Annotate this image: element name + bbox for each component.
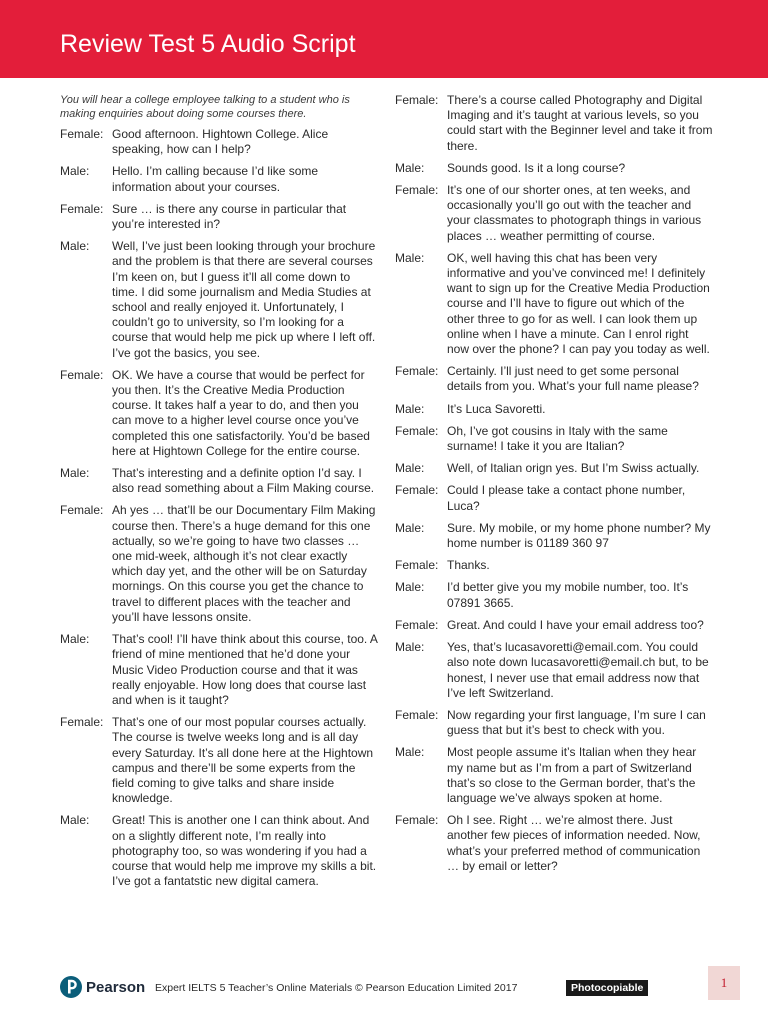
dialogue-line: It’s Luca Savoretti. [447, 401, 546, 416]
dialogue-line: That’s one of our most popular courses actually. The course is twelve weeks long and is all day every Saturday. It’s all done here at the Hightown campus and there’ll be some experts from the field coming to give talks and share inside knowledge. [112, 715, 374, 806]
speaker-label: Male: [60, 813, 90, 828]
dialogue-line: Well, I’ve just been looking through your brochure and the problem is that there are several courses I’m keen on, but I guess it’ll all come down to time. I did some journalism and Media Studies at school and really enjoyed it. Unfortunately, I couldn’t go to university, so I’m looking for a course that would help me pick up where I left off. I’ve got the basics, you see. [112, 239, 376, 360]
dialogue-turn [60, 466, 378, 496]
dialogue-turn [395, 558, 713, 573]
dialogue-turn [395, 580, 713, 610]
dialogue-line: Thanks. [447, 558, 490, 573]
dialogue-turn [395, 93, 713, 154]
speaker-label: Female: [60, 127, 104, 141]
speaker-label: Female: [60, 201, 104, 216]
left-dialogue [60, 127, 378, 889]
right-column [395, 93, 713, 881]
dialogue-turn [395, 402, 713, 417]
speaker-label: Male: [395, 640, 425, 655]
speaker-label: Male: [60, 164, 90, 179]
dialogue-turn [60, 368, 378, 459]
dialogue-turn [395, 461, 713, 476]
dialogue-turn [395, 521, 713, 551]
dialogue-line: Ah yes … that’ll be our Documentary Film Making course then. There’s a huge demand for this one actually, so we’re going to have two classes … one mid-week, although it’s not clear exactly which day yet, and the other will be on Saturday mornings. On this course you get the chance to travel to different places with the teacher and you’ll have lessons onsite. [112, 503, 376, 624]
dialogue-line: Oh, I’ve got cousins in Italy with the same surname! I take it you are Italian? [447, 423, 668, 454]
dialogue-line: Great. And could I have your email address too? [447, 617, 704, 632]
copyright-text: Expert IELTS 5 Teacher’s Online Materials © Pearson Education Limited 2017 [155, 982, 518, 994]
dialogue-turn [395, 161, 713, 176]
speaker-label: Male: [395, 745, 425, 760]
page-title: Review Test 5 Audio Script [60, 30, 356, 58]
dialogue-line: Oh I see. Right … we’re almost there. Just another few pieces of information needed. Now, what’s your preferred method of communication … by email or letter? [447, 813, 701, 873]
speaker-label: Female: [60, 503, 104, 518]
dialogue-line: OK, well having this chat has been very informative and you’ve convinced me! I definitely want to sign up for the Creative Media Production course and I’ll have to figure out which of the other three to go for as well. I can look them up online when I have a minute. Can I enrol right now over the phone? I can pay you today as well. [447, 250, 710, 357]
dialogue-turn [60, 503, 378, 625]
dialogue-line: That’s cool! I’ll have think about this course, too. A friend of mine mentioned that he’d done your Music Video Production course and that it was really enjoyable. How long does that course last and when is it taught? [112, 632, 378, 707]
dialogue-turn [60, 632, 378, 708]
intro-text: You will hear a college employee talking to a student who is making enquiries about doing some courses there. [60, 94, 350, 120]
page-number: 1 [708, 966, 740, 1000]
speaker-label: Male: [395, 160, 425, 175]
speaker-label: Female: [395, 183, 439, 198]
dialogue-line: OK. We have a course that would be perfect for you then. It’s the Creative Media Production course. It takes half a year to do, and then you can move to a higher level course once you’ve completed this one satisfactorily. You’d be based here at Hightown College for the entire course. [112, 367, 370, 458]
dialogue-line: Yes, that’s lucasavoretti@email.com. You could also note down lucasavoretti@email.ch but, to be honest, I never use that email address now that I’ve left Switzerland. [447, 640, 709, 700]
speaker-label: Male: [60, 239, 90, 254]
pearson-p-icon [60, 976, 82, 998]
dialogue-turn [395, 364, 713, 394]
dialogue-line: Great! This is another one I can think about. And on a slightly different note, I’m really into photography too, so was wondering if you had a course that would help me improve my skills a bit. I’ve got a fantatstic new digital camera. [112, 813, 377, 889]
dialogue-turn [395, 708, 713, 738]
dialogue-line: I’d better give you my mobile number, too. It’s 07891 3665. [447, 580, 689, 610]
speaker-label: Female: [395, 707, 439, 722]
speaker-label: Female: [395, 813, 439, 828]
dialogue-line: Sounds good. Is it a long course? [447, 160, 626, 175]
left-column [60, 93, 378, 896]
speaker-label: Male: [60, 466, 90, 481]
dialogue-turn [60, 239, 378, 361]
dialogue-turn [60, 127, 378, 157]
dialogue-line: Good afternoon. Hightown College. Alice speaking, how can I help? [112, 127, 329, 157]
dialogue-line: Most people assume it’s Italian when they hear my name but as I’m from a part of Switzerland that’s so close to the German border, that’s the language we’ve always spoken at home. [447, 745, 697, 805]
speaker-label: Female: [60, 367, 104, 382]
dialogue-line: Sure … is there any course in particular that you’re interested in? [112, 201, 347, 232]
dialogue-turn [395, 618, 713, 633]
dialogue-line: Now regarding your first language, I’m sure I can guess that but it’s best to check with you. [447, 707, 706, 738]
dialogue-turn [60, 164, 378, 194]
dialogue-turn [395, 483, 713, 513]
dialogue-turn [60, 202, 378, 232]
speaker-label: Male: [395, 401, 425, 416]
dialogue-line: That’s interesting and a definite option I’d say. I also read something about a Film Making course. [112, 466, 375, 496]
dialogue-line: There’s a course called Photography and Digital Imaging and it’s taught at various levels, so you could start with the Beginner level and take it from there. [447, 93, 713, 153]
speaker-label: Male: [60, 632, 90, 647]
speaker-label: Female: [60, 715, 104, 730]
speaker-label: Female: [395, 364, 439, 379]
dialogue-line: It’s one of our shorter ones, at ten weeks, and occasionally you’ll go out with the teacher and your classmates to photograph things in various places … weather permitting of course. [447, 183, 702, 243]
speaker-label: Female: [395, 617, 439, 632]
speaker-label: Male: [395, 461, 425, 476]
photocopiable-badge: Photocopiable [566, 980, 648, 996]
dialogue-line: Could I please take a contact phone number, Luca? [447, 483, 686, 513]
dialogue-turn [395, 424, 713, 454]
dialogue-line: Well, of Italian orign yes. But I’m Swiss actually. [447, 461, 700, 476]
pearson-wordmark: Pearson [86, 978, 146, 996]
speaker-label: Male: [395, 250, 425, 265]
dialogue-turn [60, 813, 378, 889]
pearson-logo [60, 976, 145, 998]
speaker-label: Male: [395, 520, 425, 535]
speaker-label: Female: [395, 558, 439, 573]
dialogue-turn [395, 640, 713, 701]
dialogue-turn [395, 251, 713, 357]
speaker-label: Female: [395, 93, 439, 107]
right-dialogue [395, 93, 713, 874]
dialogue-turn [395, 745, 713, 806]
speaker-label: Female: [395, 423, 439, 438]
dialogue-turn [395, 813, 713, 874]
dialogue-turn [60, 715, 378, 806]
dialogue-turn [395, 183, 713, 244]
dialogue-line: Hello. I’m calling because I’d like some information about your courses. [112, 164, 319, 194]
dialogue-line: Certainly. I’ll just need to get some personal details from you. What’s your full name please? [447, 364, 699, 394]
header-bar [0, 0, 768, 78]
speaker-label: Female: [395, 483, 439, 498]
dialogue-line: Sure. My mobile, or my home phone number? My home number is 01189 360 97 [447, 520, 711, 551]
speaker-label: Male: [395, 580, 425, 595]
